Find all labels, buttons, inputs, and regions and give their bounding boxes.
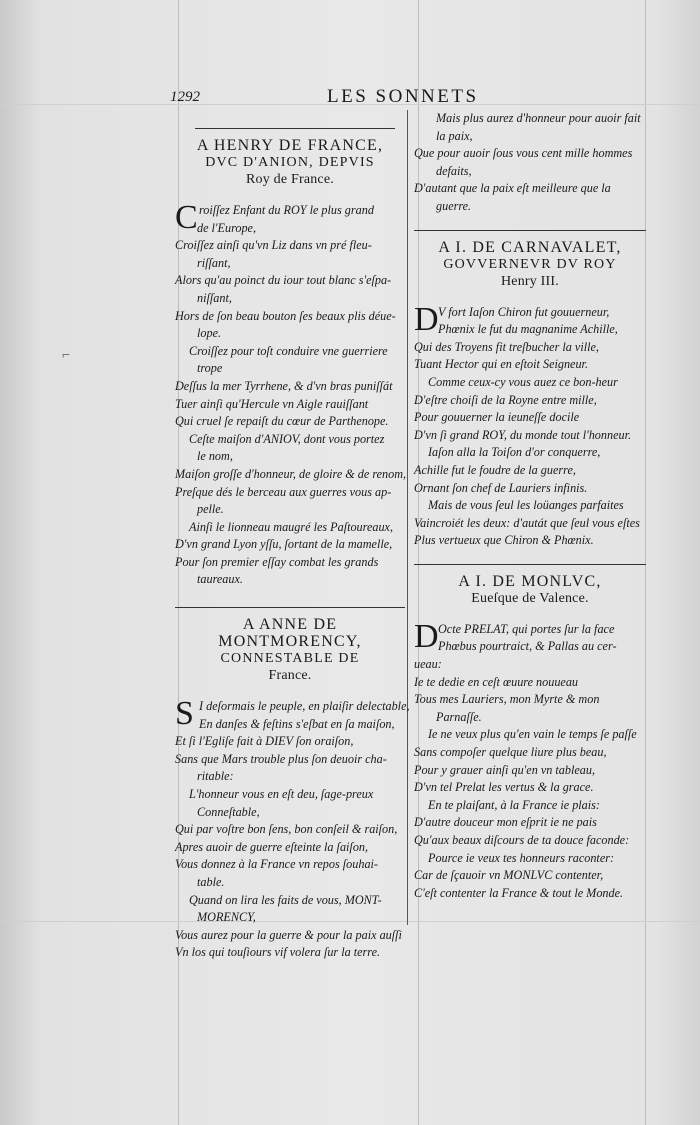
verse-line: Vaincroiét les deux: d'autát que ſeul vous eſtes [414,515,640,530]
verse-line: de l'Europe, [197,220,257,235]
verse-line: Croiſſez pour toſt conduire vne guerriere [189,343,388,358]
sonnet-title: A HENRY DE FRANCE, DVC D'ANION, DEPVIS Roy de France. [196,137,384,187]
verse-line: C roiſſez Enfant du ROY le plus grand [175,199,374,236]
verse-line: Maiſon groſſe d'honneur, de gloire & de renom, [175,466,407,481]
verse-line: le nom, [197,449,233,464]
verse-line: MORENCY, [197,910,256,925]
section-rule [195,128,395,129]
verse-line: Quand on lira les faits de vous, MONT- [189,892,382,907]
verse-line: D V fort Iaſon Chiron fut gouuerneur, [414,300,610,338]
verse-line: table. [197,875,225,889]
verse-line: Mais plus aurez d'honneur pour auoir fait [436,111,641,125]
verse-line: D Octe PRELAT, qui portes ſur la face [414,617,615,655]
running-head: LES SONNETS [327,86,479,107]
verse-line: Vn los qui touſiours vif volera ſur la terre. [175,945,381,960]
verse-line: Mais de vous ſeul les loüanges parfaites [428,498,624,513]
verse-line: riſſant, [197,255,231,270]
sonnet-title: A ANNE DE MONTMORENCY, CONNESTABLE DE France. [218,616,362,684]
verse-line: Preſque dés le berceau aux guerres vous ap- [175,484,392,499]
verse-line: Pour gouuerner la ieuneſſe docile [414,410,580,425]
verse-line: Achille fut le foudre de la guerre, [414,462,576,477]
verse-line: Et ſi l'Egliſe fait à DIEV ſon oraiſon, [175,734,354,749]
verse-line: Ie te dedie en ceſt œuure nouueau [414,674,579,689]
sonnet-text [414,617,646,903]
verse-line: C'eſt contenter la France & tout le Monde. [414,885,624,900]
verse-line: Ceſte maiſon d'ANIOV, dont vous portez [189,431,385,446]
verse-line: Comme ceux-cy vous auez ce bon-heur [428,374,618,389]
verse-line: Tuer ainſi qu'Hercule vn Aigle rauiſſant [175,396,369,411]
sonnet-text [175,199,407,589]
verse-line: niſſant, [197,290,232,305]
verse-line: D'eſtre choiſi de la Royne entre mille, [414,392,597,407]
verse-line: D'vn tel Prelat les vertus & la grace. [414,780,594,795]
drop-cap: D [414,617,439,655]
sonnet-text [414,300,646,550]
verse-line: Phœnix le fut du magnanime Achille, [438,322,618,337]
verse-line: Iaſon alla la Toiſon d'or conquerre, [428,445,601,460]
sonnet-continuation [414,110,646,216]
sonnet-title: A I. DE MONLVC, Eueſque de Valence. [458,572,602,606]
verse-line: Sans compoſer quelque liure plus beau, [414,745,607,760]
verse-line: En danſes & feſtins s'eſbat en ſa maiſon, [199,716,395,731]
verse-line: Apres auoir de guerre eſteinte la ſaiſon, [175,839,369,854]
verse-line: Tous mes Lauriers, mon Myrte & mon [414,692,600,707]
verse-line: Sans que Mars trouble plus ſon deuoir cha- [175,751,387,766]
verse-line: Plus vertueux que Chiron & Phœnix. [414,533,594,548]
verse-line: Parnaſſe. [436,709,482,724]
verse-line: Qu'aux beaux diſcours de ta douce faconde: [414,833,630,847]
verse-line: lope. [197,326,222,341]
right-column [414,110,646,902]
section-rule [175,607,405,608]
verse-line: D'autant que la paix eſt meilleure que la [414,181,611,196]
verse-line: En te plaiſant, à la France ie plais: [428,797,600,812]
verse-line: Deſſus la mer Tyrrhene, & d'vn bras puniſſát [175,378,393,393]
verse-line: Ie ne veux plus qu'en vain le temps ſe paſſe [428,727,637,742]
sonnet-monluc [414,573,646,903]
verse-line: D'autre douceur mon eſprit ie ne pais [414,815,597,830]
verse-line: Ainſi le lionneau maugré les Paſtoureaux, [189,519,393,534]
verse-line: Tuant Hector qui en eſtoit Seigneur. [414,357,588,372]
verse-line: ueau: [414,657,442,672]
verse-line: Pour ſon premier eſſay combat les grands [175,554,379,569]
verse-line: Qui des Troyens fit treſbucher la ville, [414,339,599,354]
verse-line: Que pour auoir ſous vous cent mille hommes [414,146,633,161]
margin-mark: ⌐ [62,348,70,363]
verse-line: Conneſtable, [197,804,260,819]
verse-line: defaits, [436,163,472,178]
verse-line: Pource ie veux tes honneurs raconter: [428,850,615,865]
verse-line: ritable: [197,769,234,784]
verse-line: pelle. [197,502,224,517]
verse-line: trope [197,361,223,376]
verse-line: Pour y grauer ainſi qu'en vn tableau, [414,762,595,777]
sonnet-carnavalet [414,239,646,550]
sonnet-text [175,695,410,962]
verse-line: L'honneur vous en eſt deu, ſage-preux [189,787,374,802]
verse-line: Hors de ſon beau bouton ſes beaux plis déue- [175,308,396,323]
drop-cap: S [175,695,194,733]
verse-line: S I deſormais le peuple, en plaiſir delectable, [175,695,410,733]
verse-line: Phœbus pourtraict, & Pallas au cer- [438,639,617,654]
verse-line: Vous donnez à la France vn repos ſouhai- [175,857,378,872]
verse-line: Vous aurez pour la guerre & pour la paix auſſi [175,927,402,942]
verse-line: Ornant ſon chef de Lauriers infinis. [414,480,588,495]
column-divider [407,110,408,925]
left-column [175,118,410,962]
verse-line: Croiſſez ainſi qu'vn Liz dans vn pré fleu- [175,238,372,253]
sonnet-title: A I. DE CARNAVALET, GOVVERNEVR DV ROY Henry III. [438,238,622,289]
verse-line: Qui par voſtre bon ſens, bon conſeil & raiſon, [175,822,398,837]
verse-line: D'vn grand Lyon yſſu, ſortant de la mamelle, [175,537,393,552]
verse-line: taureaux. [197,572,243,587]
section-rule [414,230,646,231]
verse-line: D'vn ſi grand ROY, du monde tout l'honneur. [414,427,632,442]
verse-line: Car de ſçauoir vn MONLVC contenter, [414,868,604,883]
sonnet-henry-de-france [175,137,405,589]
page-number: 1292 [170,89,200,105]
drop-cap: C [175,199,198,236]
verse-line: guerre. [436,198,472,213]
sonnet-anne-de-montmorency [175,616,410,962]
verse-line: Qui cruel ſe repaiſt du cœur de Parthenope. [175,414,389,429]
section-rule [414,564,646,565]
verse-line: la paix, [436,128,473,143]
verse-line: Alors qu'au poinct du iour tout blanc s'eſpa- [175,273,392,288]
drop-cap: D [414,300,439,338]
